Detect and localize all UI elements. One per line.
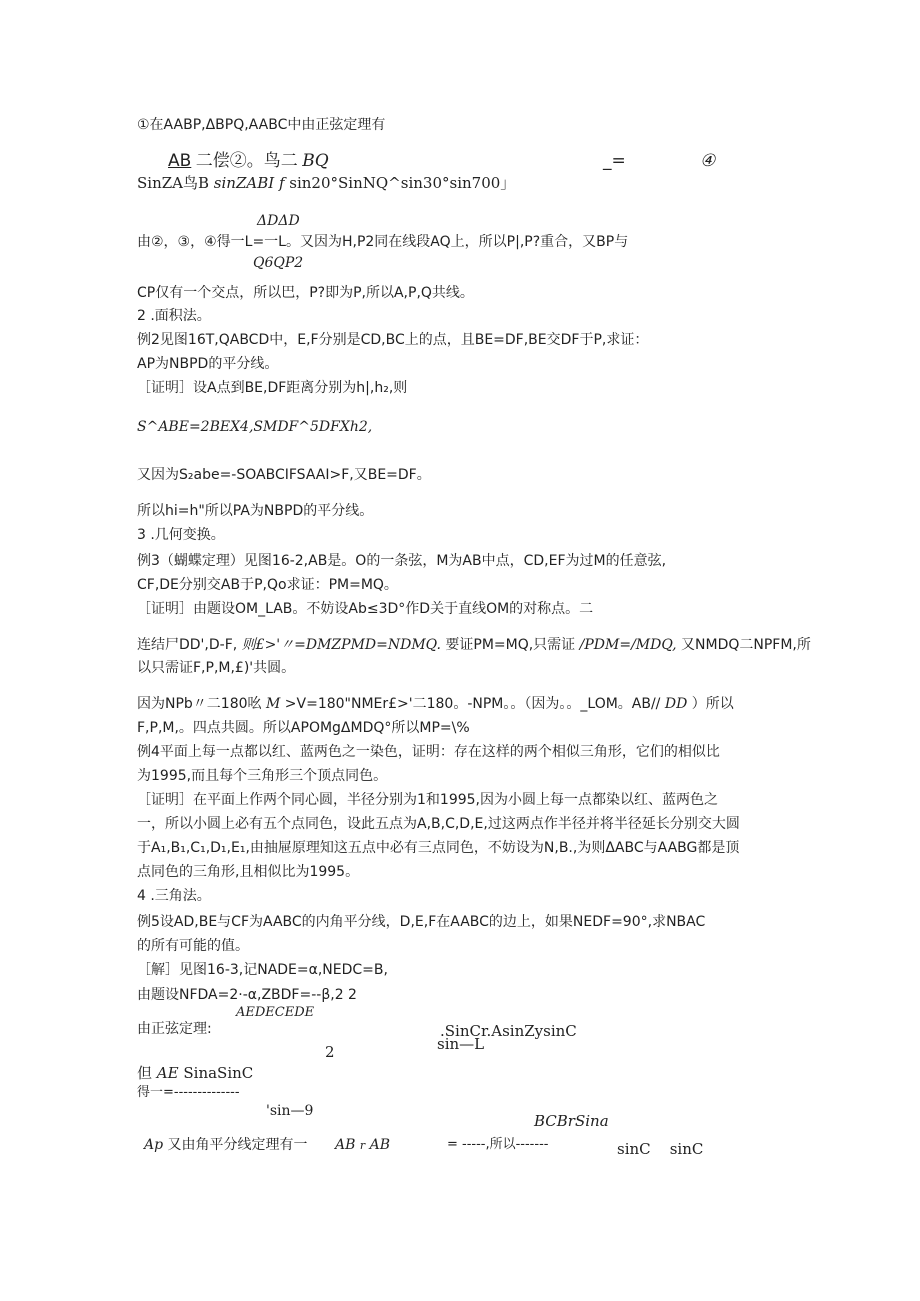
formula-fragment: Q6QP2 <box>253 255 304 271</box>
formula-fragment: Ap <box>144 1137 164 1153</box>
section-heading-geometric-transform: 3 .几何变换。 <box>137 527 225 543</box>
formula-fragment: ΔDΔD <box>257 213 300 229</box>
formula-line-2 <box>137 174 515 192</box>
formula-fragment: BCBrSina <box>534 1112 609 1130</box>
formula-fragment: AE <box>156 1064 179 1082</box>
formula-fragment: /PDM=/MDQ, <box>579 637 677 653</box>
example-4-line: 例4平面上每一点都以红、蓝两色之一染色，证明：存在这样的两个相似三角形，它们的相似比 <box>137 744 720 760</box>
paragraph-line: 点同色的三角形,且相似比为1995。 <box>137 864 360 880</box>
text-fragment: >V=180"NMEr£>'二180。-NPM。。（因为。。_LOM。AB// <box>284 696 661 712</box>
paragraph-line: 一，所以小圆上必有五个点同色，设此五点为A,B,C,D,E,过这两点作半径并将半径延长分别交大圆 <box>137 816 740 832</box>
paragraph-line: 所以hi=h"所以PA为NBPD的平分线。 <box>137 503 374 519</box>
formula-fragment: 则£>'〃=DMZPMD=NDMQ. <box>241 637 441 653</box>
formula-area: S^ABE=2BEX4,SMDF^5DFXh2, <box>137 419 373 435</box>
formula-fragment-group <box>335 1136 390 1155</box>
formula-fragment: M <box>265 696 281 712</box>
formula-line-1 <box>168 152 329 171</box>
formula-fragment: 'sin—9 <box>266 1103 314 1119</box>
formula-fragment: AB <box>335 1137 356 1153</box>
paragraph-line: CP仅有一个交点，所以巴，P?即为P,所以A,P,Q共线。 <box>137 285 474 301</box>
example-2-line: 例2见图16T,QABCD中，E,F分别是CD,BC上的点，且BE=DF,BE交DF于P,求证： <box>137 332 649 348</box>
paragraph-line: 由②，③，④得一L=一L。又因为H,P2同在线段AQ上，所以P|,P?重合，又BP与 <box>137 234 629 250</box>
formula-fragment: SinZA鸟B <box>137 174 210 192</box>
section-heading-trigonometry: 4 .三角法。 <box>137 888 211 904</box>
paragraph-line: CF,DE分别交AB于P,Qo求证：PM=MQ。 <box>137 577 398 593</box>
text-fragment: 连结尸DD',D-F, <box>137 637 238 653</box>
paragraph-line <box>137 636 811 654</box>
paragraph-line: 为1995,而且每个三角形三个顶点同色。 <box>137 768 388 784</box>
formula-fragment: AB <box>369 1137 390 1153</box>
formula-fragment: sin—L <box>437 1035 485 1053</box>
formula-fragment: sin20°SinNQ^sin30°sin700」 <box>289 174 516 192</box>
text-fragment: 要证PM=MQ,只需证 <box>445 637 576 653</box>
formula-fragment: BQ <box>302 151 329 171</box>
law-of-sines-label: 由正弦定理: <box>137 1021 212 1037</box>
paragraph-line: F,P,M,。四点共圆。所以APOMgΔMDQ°所以MP=\% <box>137 720 470 736</box>
text-fragment: 因为NPb〃二180吆 <box>137 696 262 712</box>
text-fragment: 又由角平分线定理有一 <box>167 1137 308 1153</box>
proof-intro-line: ①在AABP,ΔBPQ,AABC中由正弦定理有 <box>137 117 386 133</box>
formula-fragment: 二偿②。鸟二 <box>195 151 298 171</box>
paragraph-line: 于A₁,B₁,C₁,D₁,E₁,由抽屉原理知这五点中必有三点同色，不妨设为N,B.,为则ΔABC与AABG都是顶 <box>137 840 740 856</box>
paragraph-line: 的所有可能的值。 <box>137 938 249 954</box>
formula-fragment: sinZABI <box>213 174 275 192</box>
formula-fragment: = -----,所以------- <box>447 1137 549 1152</box>
formula-fragment: DD <box>664 696 688 712</box>
text-fragment: ）所以 <box>691 696 734 712</box>
paragraph-line: AP为NBPD的平分线。 <box>137 356 279 372</box>
formula-line <box>144 1136 308 1154</box>
formula-fragment: .SinCr.AsinZysinC <box>440 1022 577 1040</box>
fraction-numerator-ab: AB <box>168 151 192 171</box>
paragraph-line: 以只需证F,P,M,£)'共圆。 <box>137 660 296 676</box>
example-5-line: 例5设AD,BE与CF为AABC的内角平分线，D,E,F在AABC的边上，如果NEDF=90°,求NBAC <box>137 914 706 930</box>
formula-fragment: f <box>278 174 285 192</box>
formula-fragment: SinaSinC <box>183 1064 254 1082</box>
text-fragment: 又NMDQ二NPFM,所 <box>681 637 811 653</box>
section-heading-area-method: 2 .面积法。 <box>137 308 211 324</box>
solution-line: ［解］见图16-3,记NADE=α,NEDC=B, <box>137 962 388 978</box>
formula-fragment: 2 <box>325 1043 335 1061</box>
formula-fragment: _= <box>603 151 626 171</box>
text-fragment: 但 <box>137 1064 153 1082</box>
proof-line: ［证明］设A点到BE,DF距离分别为h|,h₂,则 <box>137 380 408 396</box>
formula-fragment: sinC sinC <box>617 1140 704 1158</box>
proof-line: ［证明］在平面上作两个同心圆，半径分别为1和1995,因为小圆上每一点都染以红、蓝两色之 <box>137 792 718 808</box>
formula-fragment: 得一=-------------- <box>137 1085 240 1100</box>
paragraph-line <box>137 695 734 713</box>
paragraph-line: 又因为S₂abe=-SOABCIFSAAI>F,又BE=DF。 <box>137 467 431 483</box>
equation-number-4: ④ <box>700 151 716 171</box>
formula-fragment: r <box>359 1139 366 1152</box>
proof-line: ［证明］由题设OM_LAB。不妨设Ab≤3D°作D关于直线OM的对称点。二 <box>137 601 594 617</box>
formula-line <box>137 1064 253 1082</box>
paragraph-line: 由题设NFDA=2·-α,ZBDF=--β,2 2 <box>137 987 357 1003</box>
formula-fragment: AEDECEDE <box>236 1005 315 1020</box>
example-3-line: 例3（蝴蝶定理）见图16-2,AB是。O的一条弦，M为AB中点，CD,EF为过M的任意弦, <box>137 553 667 569</box>
